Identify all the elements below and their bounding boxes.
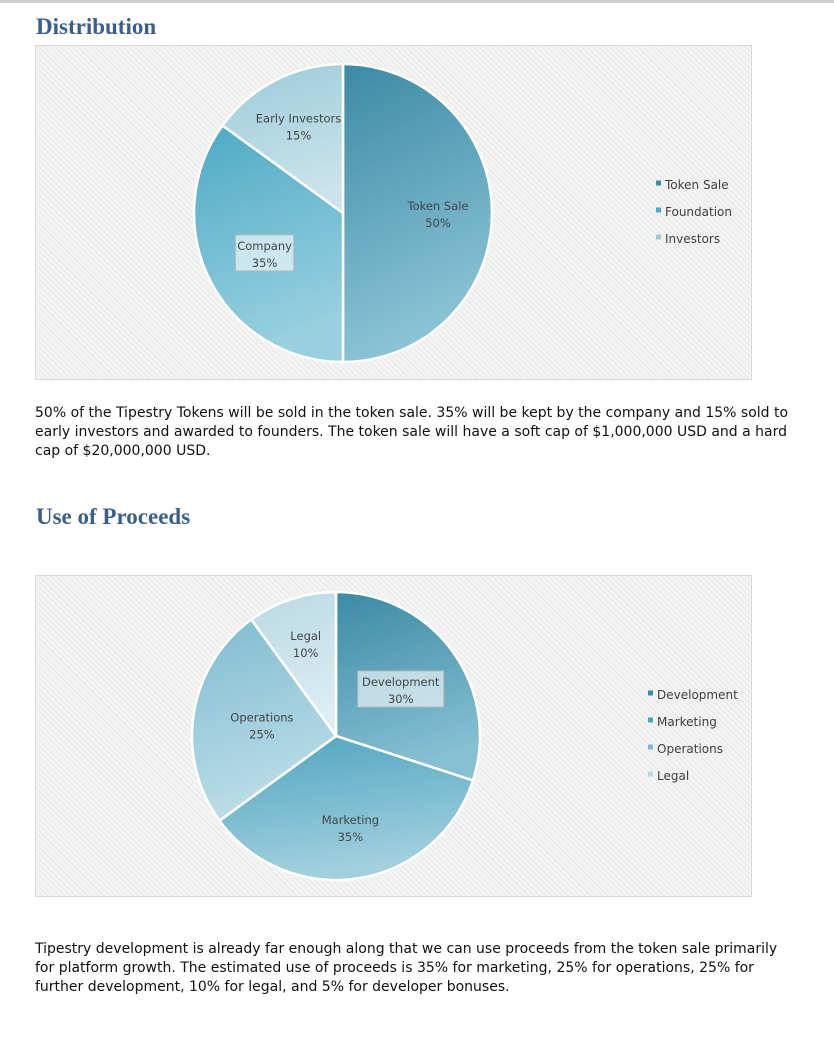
legend xyxy=(656,178,732,246)
distribution-chart xyxy=(35,45,752,380)
legend xyxy=(648,688,738,783)
data-label-name: Token Sale xyxy=(407,199,469,213)
legend-label: Legal xyxy=(657,769,690,783)
proceeds-heading: Use of Proceeds xyxy=(36,504,191,529)
legend-swatch xyxy=(656,181,661,186)
legend-item-legal xyxy=(648,769,689,783)
legend-label: Development xyxy=(657,688,738,702)
proceeds-paragraph: Tipestry development is already far enough along that we can use proceeds from the token sale primarily for platform growth. The estimated use of proceeds is 35% for marketing, 25% for operations, 25% for further development, 10% for legal, and 5% for developer bonuses. xyxy=(35,941,778,995)
pie-slice-token-sale xyxy=(343,64,492,362)
page-top-rule xyxy=(0,0,834,3)
data-label-company xyxy=(235,235,293,271)
legend-swatch xyxy=(648,718,653,723)
data-label-value: 30% xyxy=(387,691,414,706)
legend-label: Foundation xyxy=(665,205,732,219)
data-label-name: Operations xyxy=(230,710,294,725)
legend-label: Marketing xyxy=(657,715,717,729)
data-label-name: Marketing xyxy=(321,812,380,827)
legend-label: Investors xyxy=(665,232,721,246)
data-label-name: Development xyxy=(362,674,440,689)
legend-swatch xyxy=(656,235,661,240)
data-label-value: 15% xyxy=(285,128,312,143)
legend-swatch xyxy=(648,772,653,777)
distribution-heading: Distribution xyxy=(36,14,157,39)
data-label-value: 35% xyxy=(337,829,364,844)
data-label-development xyxy=(358,671,444,707)
legend-item-development xyxy=(648,688,738,702)
data-label-name: Early Investors xyxy=(255,111,342,126)
data-label-name: Legal xyxy=(290,628,322,643)
legend-item-foundation xyxy=(656,205,732,219)
legend-swatch xyxy=(656,208,661,213)
legend-swatch xyxy=(648,745,653,750)
distribution-paragraph: 50% of the Tipestry Tokens will be sold in the token sale. 35% will be kept by the company and 15% sold to early investors and awarded to founders. The token sale will have a soft cap of $1,000,000 USD and a hard cap of $20,000,000 USD. xyxy=(35,405,789,459)
legend-item-investors xyxy=(656,232,720,246)
legend-item-operations xyxy=(648,742,723,756)
data-label-value: 25% xyxy=(249,727,275,742)
legend-item-token-sale xyxy=(656,178,729,192)
legend-swatch xyxy=(648,691,653,696)
data-label-value: 10% xyxy=(292,645,319,660)
legend-item-marketing xyxy=(648,715,717,729)
data-label-name: Company xyxy=(237,238,292,253)
data-label-value: 35% xyxy=(251,255,278,270)
legend-label: Token Sale xyxy=(665,178,729,192)
distribution-pie-svg xyxy=(36,46,751,379)
proceeds-chart xyxy=(35,575,752,897)
proceeds-pie-svg xyxy=(36,576,751,896)
legend-label: Operations xyxy=(657,742,723,756)
data-label-value: 50% xyxy=(425,216,451,230)
